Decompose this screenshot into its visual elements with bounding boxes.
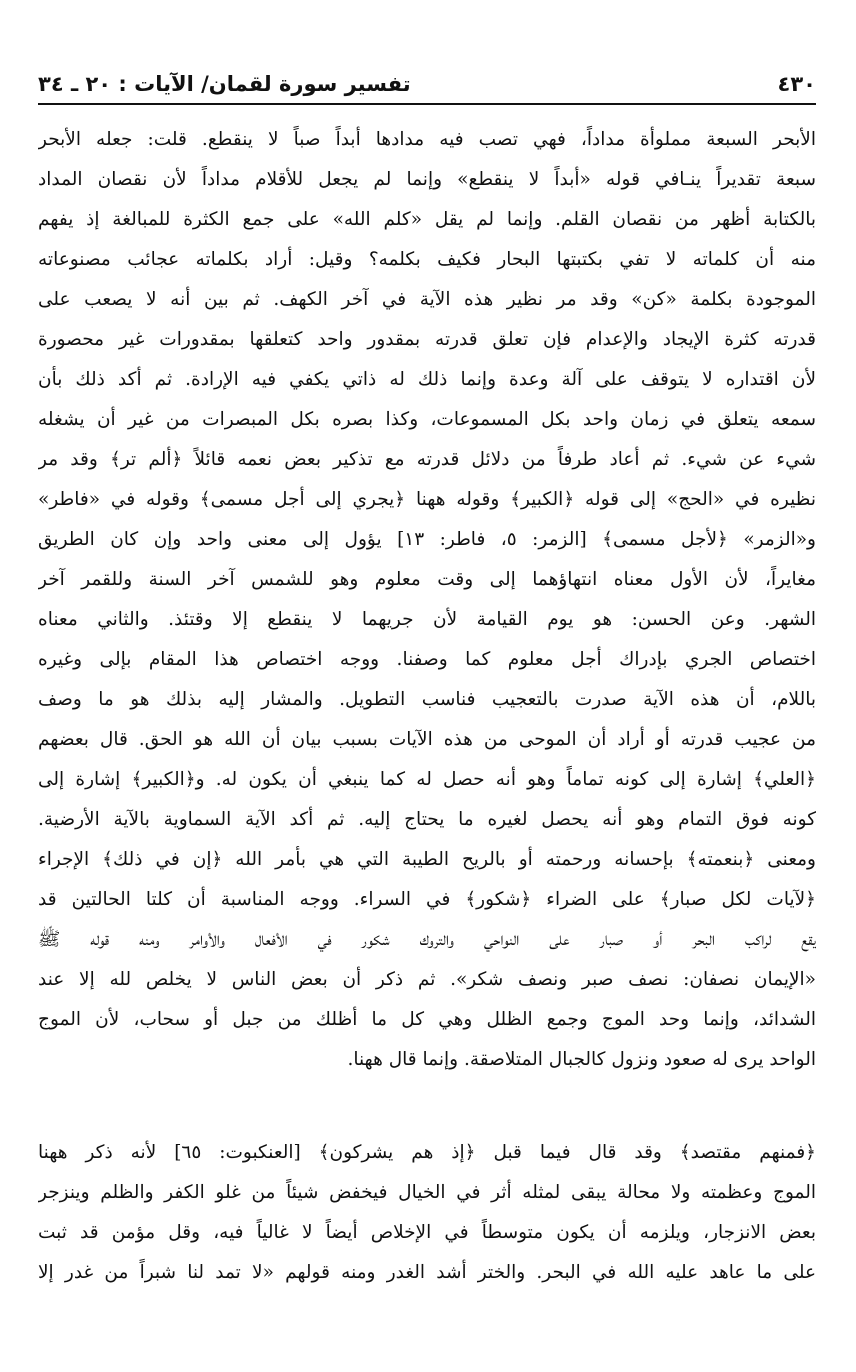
text-line: ﴿فمنهم مقتصد﴾ وقد قال فيما قبل ﴿إذ هم يشركون﴾ [العنكبوت: ٦٥] لأنه ذكر ههنا <box>38 1142 816 1163</box>
paragraph-1 <box>38 120 816 1080</box>
paragraph-2 <box>38 1133 816 1293</box>
text-line: الواحد يرى له صعود ونزول كالجبال المتلاصقة. وإنما قال ههنا. <box>347 1049 816 1070</box>
text-line: على ما عاهد عليه الله في البحر. والختر أشد الغدر ومنه قولهم «لا تمد لنا شبراً من غدر إلا <box>38 1262 816 1283</box>
text-line: ﴿العلي﴾ إشارة إلى كونه تماماً وهو أنه حصل له كما ينبغي أن يكون له. و﴿الكبير﴾ إشارة إلى <box>38 769 816 790</box>
text-line: و«الزمر» ﴿لأجل مسمى﴾ [الزمر: ٥، فاطر: ١٣] يؤول إلى معنى واحد وإن كان الطريق <box>38 529 816 550</box>
text-line: الأبحر السبعة مملوأة مداداً، فهي تصب فيه مدادها أبداً صباً لا ينقطع. قلت: جعله الأبحر <box>38 129 816 150</box>
header-divider <box>38 103 816 105</box>
text-line: بعض الانزجار، ويلزمه أن يكون متوسطاً في الإخلاص أيضاً لا غالياً فيه، وقل مؤمن قد ثبت <box>38 1222 816 1243</box>
text-line: سبعة تقديراً ينـافي قوله «أبداً لا ينقطع» وإنما لم يجعل للأقلام مداداً لأن نقصان المداد <box>38 169 816 190</box>
text-line: شيء عن شيء. ثم أعاد طرفاً من دلائل قدرته مع تذكير بعض نعمه قائلاً ﴿ألم تر﴾ وقد مر <box>38 449 816 470</box>
text-line: باللام، أن هذه الآية صدرت بالتعجيب فناسب التطويل. والمشار إليه بذلك هو ما وصف <box>38 689 816 710</box>
text-line: منه أن كلماته لا تفي بكتبتها البحار فكيف بكلمه؟ وقيل: أراد بكلماته عجائب مصنوعاته <box>38 249 816 270</box>
text-line: مغايراً، لأن الأول معناه انتهاؤهما إلى وقت معلوم وهو للشمس آخر السنة وللقمر آخر <box>38 569 816 590</box>
text-line: بالكتابة أظهر من نقصان القلم. وإنما لم يقل «كلم الله» على جمع الكثرة للمبالغة إذ يفهم <box>38 209 816 230</box>
text-line: ﴿لآيات لكل صبار﴾ على الضراء ﴿شكور﴾ في السراء. ووجه المناسبة أن كلتا الحالتين قد <box>38 889 816 910</box>
text-line: الشهر. وعن الحسن: هو يوم القيامة لأن جريهما لا ينقطع إلا وقتئذ. والثاني معناه <box>38 609 816 630</box>
text-line: لأن اقتداره لا يتوقف على آلة وعدة وإنما ذلك له ذاتي يكفي فيه الإرادة. ثم أكد ذلك بأن <box>38 369 816 390</box>
text-line: ومعنى ﴿بنعمته﴾ بإحسانه ورحمته أو بالريح الطيبة التي هي بأمر الله ﴿إن في ذلك﴾ الإجراء <box>38 849 816 870</box>
text-line: من عجيب قدرته أو أراد أن الموحى من هذه الآيات بسبب بيان أن الله هو الحق. قال بعضهم <box>38 729 816 750</box>
text-line: اختصاص الجري بإدراك أجل معلوم كما وصفنا. ووجه اختصاص هذا المقام بإلى وغيره <box>38 649 816 670</box>
running-title: تفسير سورة لقمان/ الآيات : ٢٠ ـ ٣٤ <box>38 72 411 96</box>
text-line: كونه فوق التمام وهو أنه يحصل لغيره ما يحتاج إليه. ثم أكد الآية السماوية بالآية الأرضية. <box>38 809 816 830</box>
text-line: يقع لراكب البحر أو صبار على النواحي والتروك شكور في الأفعال والأوامر ومنه قوله ﷺ <box>38 929 816 950</box>
text-line: الموج وعظمته ولا محالة يبقى لمثله أثر في الخيال فيخفض شيئاً من غلو الكفر والظلم وينزجر <box>38 1182 816 1203</box>
text-line: «الإيمان نصفان: نصف صبر ونصف شكر». ثم ذكر أن بعض الناس لا يخلص لله إلا عند <box>38 969 816 990</box>
page-header <box>38 66 816 102</box>
page-number: ٤٣٠ <box>777 72 816 96</box>
text-line: الشدائد، وإنما وحد الموج وجمع الظلل وهي كل ما أظلك من جبل أو سحاب، لأن الموج <box>38 1009 816 1030</box>
text-line: الموجودة بكلمة «كن» وقد مر نظير هذه الآية في آخر الكهف. ثم بين أنه لا يصعب على <box>38 289 816 310</box>
text-line: قدرته كثرة الإيجاد والإعدام فإن تعلق قدرته بمقدور واحد كتعلقها بمقدورات غير محصورة <box>38 329 816 350</box>
text-line: سمعه يتعلق في زمان واحد بكل المسموعات، وكذا بصره بكل المبصرات من غير أن يشغله <box>38 409 816 430</box>
text-line: نظيره في «الحج» إلى قوله ﴿الكبير﴾ وقوله ههنا ﴿يجري إلى أجل مسمى﴾ وقوله في «فاطر» <box>38 489 816 510</box>
